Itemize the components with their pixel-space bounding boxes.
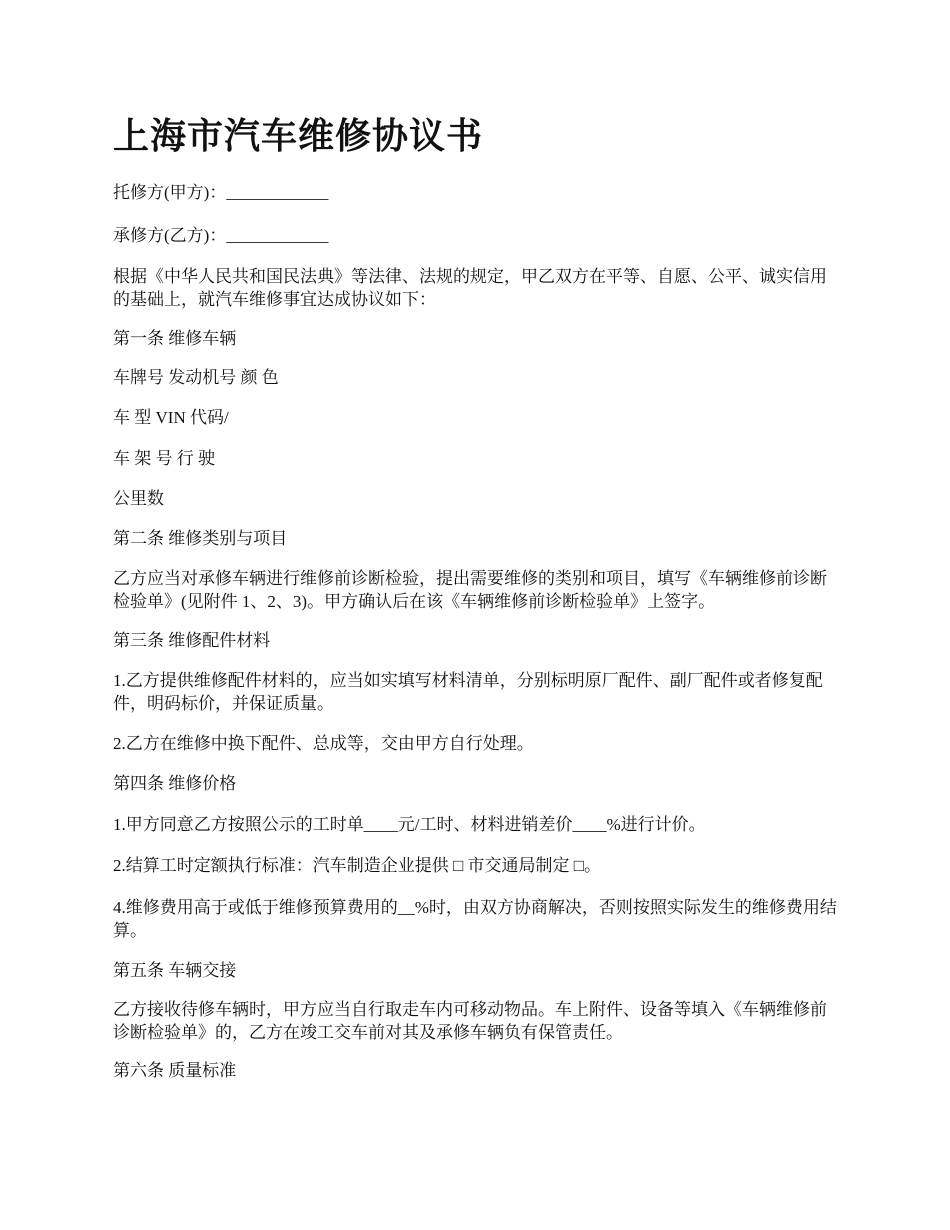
preamble-paragraph: 根据《中华人民共和国民法典》等法律、法规的规定，甲乙双方在平等、自愿、公平、诚实信用的基础上，就汽车维修事宜达成协议如下： [113, 267, 827, 309]
document-title: 上海市汽车维修协议书 [113, 115, 484, 157]
article-4-heading: 第四条 维修价格 [113, 774, 237, 793]
vehicle-field-line-4: 公里数 [113, 489, 164, 508]
article-3-item-1: 1.乙方提供维修配件材料的，应当如实填写材料清单，分别标明原厂配件、副厂配件或者修复配件，明码标价，并保证质量。 [113, 671, 823, 713]
article-4-item-2: 2.结算工时定额执行标准：汽车制造企业提供 □ 市交通局制定 □。 [113, 856, 602, 875]
vehicle-field-line-3: 车 架 号 行 驶 [113, 449, 215, 468]
article-1-heading: 第一条 维修车辆 [113, 329, 237, 348]
party-b-line: 承修方(乙方)：____________ [113, 226, 329, 245]
article-3-item-2: 2.乙方在维修中换下配件、总成等，交由甲方自行处理。 [113, 734, 534, 753]
vehicle-field-line-1: 车牌号 发动机号 颜 色 [113, 368, 279, 387]
article-3-heading: 第三条 维修配件材料 [113, 631, 271, 650]
vehicle-field-line-2: 车 型 VIN 代码/ [113, 408, 229, 427]
article-6-heading: 第六条 质量标准 [113, 1061, 237, 1080]
article-2-heading: 第二条 维修类别与项目 [113, 529, 288, 548]
article-5-heading: 第五条 车辆交接 [113, 961, 237, 980]
article-4-item-1: 1.甲方同意乙方按照公示的工时单____元/工时、材料进销差价____%进行计价。 [113, 815, 706, 834]
party-a-line: 托修方(甲方)：____________ [113, 183, 329, 202]
article-4-item-4: 4.维修费用高于或低于维修预算费用的__%时，由双方协商解决，否则按照实际发生的维修费用结算。 [113, 898, 837, 940]
article-5-paragraph: 乙方接收待修车辆时，甲方应当自行取走车内可移动物品。车上附件、设备等填入《车辆维修前诊断检验单》的，乙方在竣工交车前对其及承修车辆负有保管责任。 [113, 1000, 827, 1042]
article-2-paragraph: 乙方应当对承修车辆进行维修前诊断检验，提出需要维修的类别和项目，填写《车辆维修前诊断检验单》(见附件 1、2、3)。甲方确认后在该《车辆维修前诊断检验单》上签字。 [113, 569, 827, 611]
